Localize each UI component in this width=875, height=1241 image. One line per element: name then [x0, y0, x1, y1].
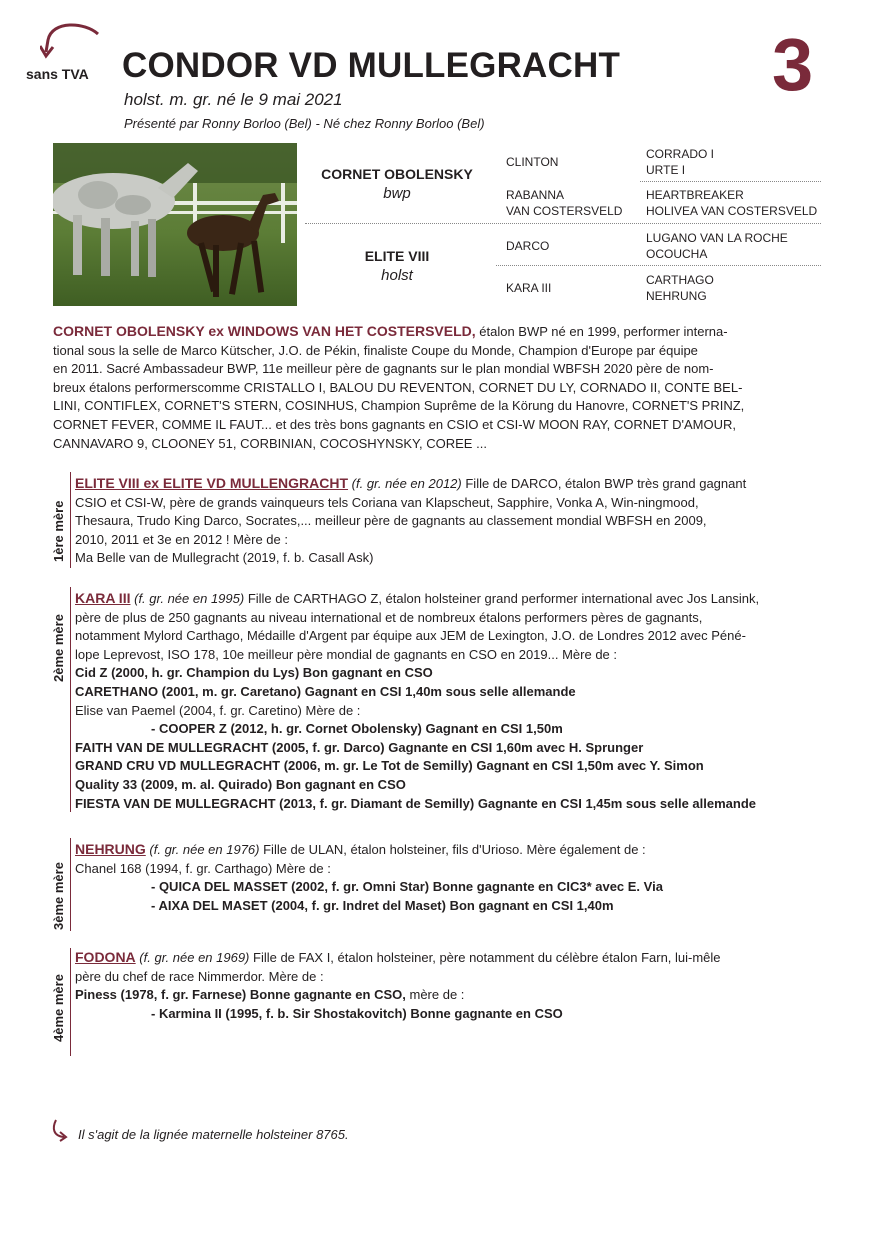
horse-name-title: CONDOR VD MULLEGRACHT	[122, 46, 621, 85]
text-line: Fille de DARCO, étalon BWP très grand gagnant	[461, 476, 747, 491]
produce-item: Cid Z (2000, h. gr. Champion du Lys) Bon gagnant en CSO	[75, 665, 433, 681]
text-line: CORNET FEVER, COMME IL FAUT... et des très bons gagnants en CSIO et CSI-W MOON RAY, CORNET D'AMOUR,	[53, 416, 736, 432]
pedigree-divider	[496, 223, 821, 224]
produce-item: FAITH VAN DE MULLEGRACHT (2005, f. gr. Darco) Gagnante en CSI 1,60m avec H. Sprunger	[75, 739, 644, 755]
third-dam-section	[75, 840, 821, 915]
section-bar	[70, 587, 71, 812]
ggp-8: NEHRUNG	[646, 289, 707, 303]
horse-subtitle: holst. m. gr. né le 9 mai 2021	[124, 90, 343, 109]
third-dam-name: NEHRUNG	[75, 841, 146, 857]
text-line: 2010, 2011 et 3e en 2012 ! Mère de :	[75, 531, 288, 547]
gp-1: CLINTON	[506, 155, 559, 169]
fourth-dam-section	[75, 948, 821, 1023]
produce-item: FIESTA VAN DE MULLEGRACHT (2013, f. gr. Diamant de Semilly) Gagnante en CSI 1,45m sous selle allemande	[75, 795, 756, 811]
text-line: CSIO et CSI-W, père de grands vainqueurs tels Coriana van Klapscheut, Sapphire, Vonka A, Win-ningmood,	[75, 494, 699, 510]
first-dam-label: 1ère mère	[51, 500, 66, 562]
fourth-dam-name: FODONA	[75, 949, 136, 965]
dam-name: ELITE VIII	[364, 248, 430, 264]
ggp-6: OCOUCHA	[646, 247, 708, 261]
second-dam-name: KARA III	[75, 590, 131, 606]
produce-item: Elise van Paemel (2004, f. gr. Caretino) Mère de :	[75, 702, 361, 718]
gp-2b: VAN COSTERSVELD	[506, 204, 623, 218]
second-dam-section	[75, 589, 821, 813]
horse-photo	[53, 143, 297, 306]
footnote: Il s'agit de la lignée maternelle holsteiner 8765.	[78, 1127, 349, 1142]
ggp-1: CORRADO I	[646, 147, 715, 161]
produce-list	[75, 664, 821, 813]
dam-info: (f. gr. née en 1976)	[149, 842, 260, 857]
gp-4: KARA III	[506, 281, 552, 295]
text-line: en 2011. Sacré Ambassadeur BWP, 11e meilleur père de gagnants sur le plan mondial WBFSH 2020 père de nom-	[53, 361, 714, 377]
presenter-line: Présenté par Ronny Borloo (Bel) - Né chez Ronny Borloo (Bel)	[124, 116, 485, 131]
second-dam-label: 2ème mère	[51, 614, 66, 682]
text-line: breux étalons performerscomme CRISTALLO I, BALOU DU REVENTON, CORNET DU LY, CORNADO II, CONTE BEL-	[53, 379, 743, 395]
pedigree-divider	[496, 265, 821, 266]
text-line: étalon BWP né en 1999, performer interna-	[475, 324, 728, 339]
curved-arrow-icon	[50, 1118, 72, 1142]
produce-item: - COOPER Z (2012, h. gr. Cornet Obolensky) Gagnant en CSI 1,50m	[151, 721, 563, 737]
ggp-2: URTE I	[646, 163, 686, 177]
first-dam-section	[75, 474, 821, 568]
text-line: père de plus de 250 gagnants au niveau international et de nombreux étalons performers pères de gagnants,	[75, 609, 703, 625]
sire-stud: bwp	[383, 185, 411, 202]
text-line: Fille de FAX I, étalon holsteiner, père notamment du célèbre étalon Farn, lui-mêle	[249, 950, 721, 965]
section-bar	[70, 948, 71, 1056]
ggp-7: CARTHAGO	[646, 273, 714, 287]
text-line: Fille de ULAN, étalon holsteiner, fils d'Urioso. Mère également de :	[259, 842, 646, 857]
section-bar	[70, 472, 71, 568]
sire-full-name: CORNET OBOLENSKY ex WINDOWS VAN HET COSTERSVELD,	[53, 323, 476, 339]
dam-info: (f. gr. née en 2012)	[351, 476, 462, 491]
dam-info: (f. gr. née en 1969)	[139, 950, 250, 965]
text-line: mère de :	[405, 987, 465, 1003]
section-bar	[70, 838, 71, 931]
produce-item: GRAND CRU VD MULLEGRACHT (2006, m. gr. Le Tot de Semilly) Gagnant en CSI 1,50m avec Y. Simon	[75, 758, 704, 774]
text-line: Piness (1978, f. gr. Farnese) Bonne gagnante en CSO,	[75, 987, 406, 1003]
gp-3: DARCO	[506, 239, 550, 253]
text-line: CANNAVARO 9, CLOONEY 51, CORBINIAN, COCOSHYNSKY, COREE ...	[53, 435, 487, 451]
text-line: tional sous la selle de Marco Kütscher, J.O. de Pékin, finaliste Coupe du Monde, Champion d'Europe par équipe	[53, 342, 698, 358]
text-line: lope Leprevost, ISO 178, 10e meilleur père mondial de gagnants en CSO en 2019... Mère de :	[75, 646, 618, 662]
third-dam-label: 3ème mère	[51, 862, 66, 930]
text-line: Chanel 168 (1994, f. gr. Carthago) Mère de :	[75, 860, 331, 876]
lot-number: 3	[772, 23, 814, 106]
sire-name: CORNET OBOLENSKY	[321, 166, 473, 182]
produce-item: CARETHANO (2001, m. gr. Caretano) Gagnant en CSI 1,40m sous selle allemande	[75, 683, 576, 699]
text-line: Thesaura, Trudo King Darco, Socrates,... meilleur père de gagnants au classement mondial WBFSH en 2009,	[75, 513, 707, 529]
text-line: - Karmina II (1995, f. b. Sir Shostakovitch) Bonne gagnante en CSO	[151, 1005, 563, 1021]
sire-description	[53, 322, 821, 453]
dam-info: (f. gr. née en 1995)	[134, 591, 245, 606]
ggp-5: LUGANO VAN LA ROCHE	[646, 231, 788, 245]
pedigree-divider	[640, 181, 821, 182]
vat-label: sans TVA	[26, 66, 89, 82]
text-line: Fille de CARTHAGO Z, étalon holsteiner grand performer international avec Jos Lansink,	[244, 591, 760, 606]
dam-stud: holst	[381, 267, 413, 284]
ggp-4: HOLIVEA VAN COSTERSVELD	[646, 204, 818, 218]
first-dam-name: ELITE VIII ex ELITE VD MULLENGRACHT	[75, 475, 349, 491]
produce-item: Quality 33 (2009, m. al. Quirado) Bon gagnant en CSO	[75, 776, 406, 792]
text-line: notamment Mylord Carthago, Médaille d'Argent par équipe aux JEM de Lexington, J.O. de Londres 2012 avec Péné-	[75, 628, 746, 644]
curved-arrow-icon	[40, 22, 100, 66]
pedigree-divider	[305, 223, 495, 224]
text-line: LINI, CONTIFLEX, CORNET'S STERN, COSINHUS, Champion Suprême de la Körung du Hanovre, CORNET'S PRINZ,	[53, 398, 745, 414]
gp-2: RABANNA	[506, 188, 565, 202]
text-line: père du chef de race Nimmerdor. Mère de :	[75, 968, 324, 984]
ggp-3: HEARTBREAKER	[646, 188, 744, 202]
text-line: Ma Belle van de Mullegracht (2019, f. b. Casall Ask)	[75, 550, 374, 566]
fourth-dam-label: 4ème mère	[51, 974, 66, 1042]
text-line: - QUICA DEL MASSET (2002, f. gr. Omni Star) Bonne gagnante en CIC3* avec E. Via	[151, 879, 663, 895]
text-line: - AIXA DEL MASET (2004, f. gr. Indret del Maset) Bon gagnant en CSI 1,40m	[151, 897, 614, 913]
